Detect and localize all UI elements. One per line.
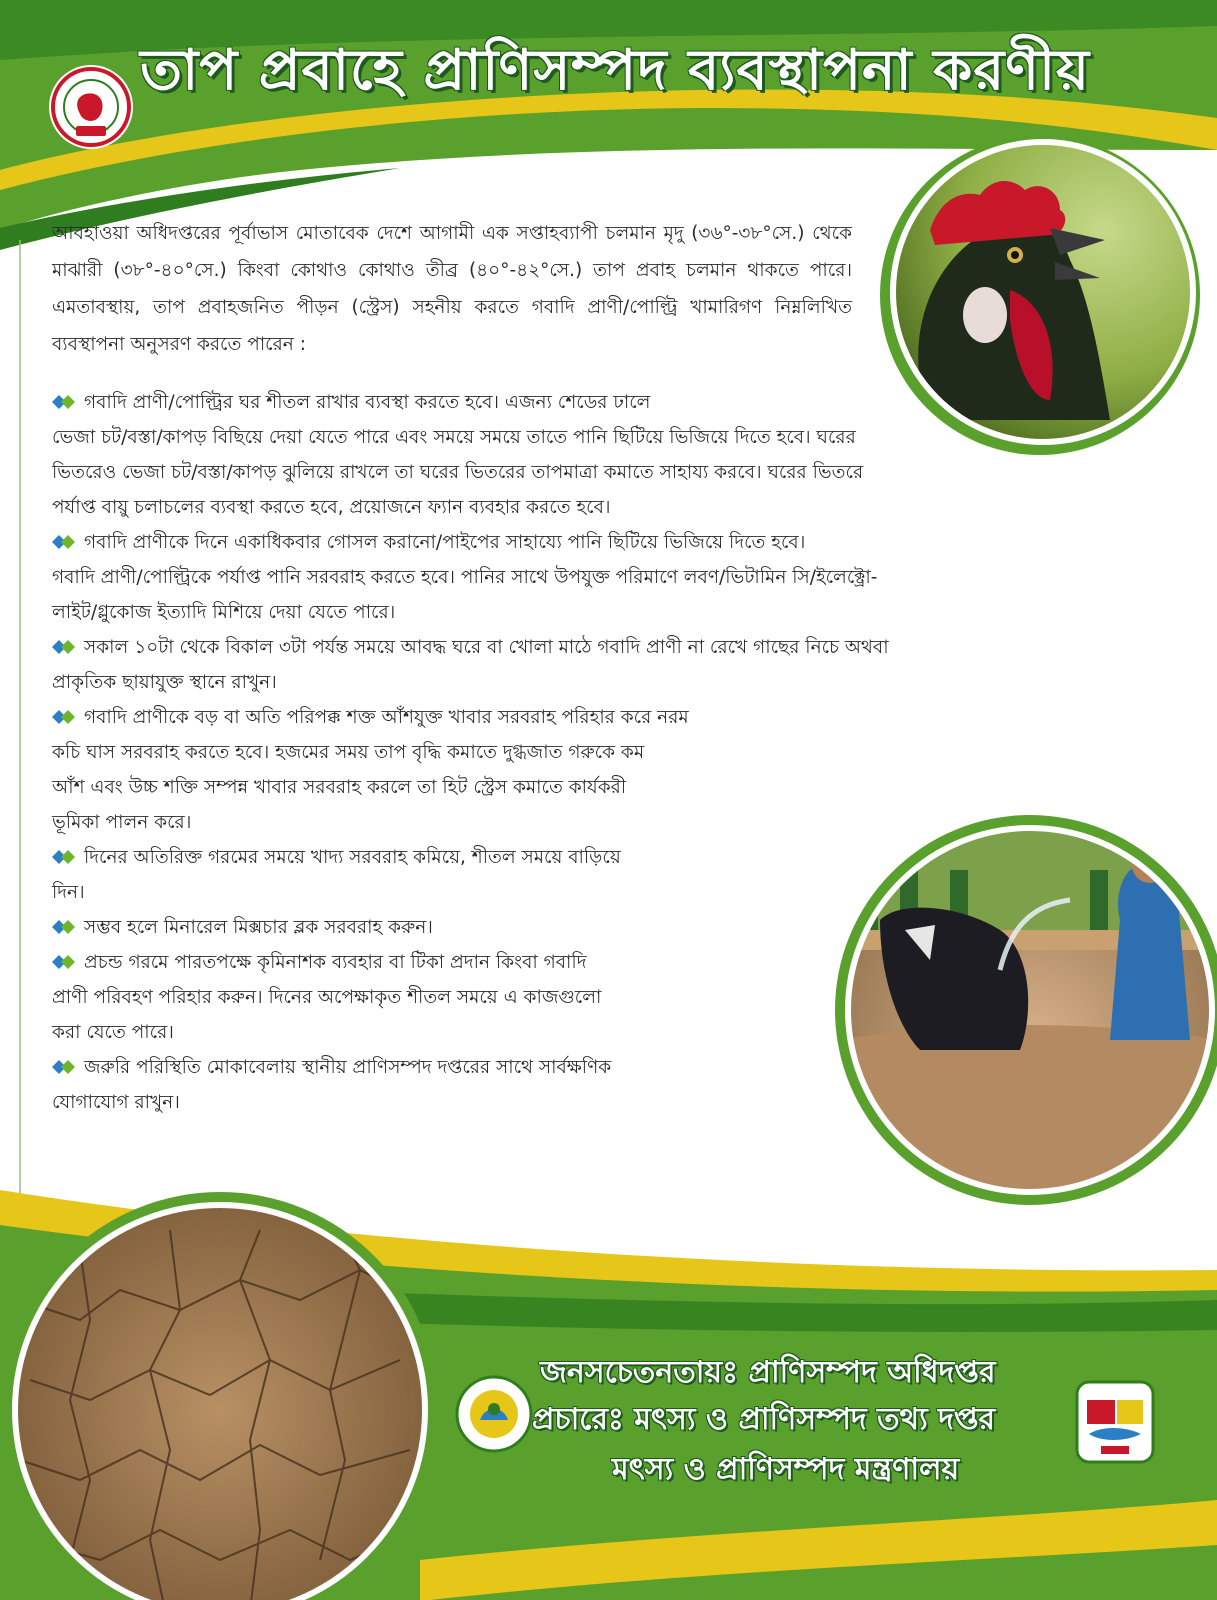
list-item-text: গবাদি প্রাণীকে বড় বা অতি পরিপক্ক শক্ত আঁশযুক্ত খাবার সরবরাহ পরিহার করে নরম: [84, 707, 689, 728]
intro-paragraph: আবহাওয়া অধিদপ্তরের পূর্বাভাস মোতাবেক দেশে আগামী এক সপ্তাহব্যাপী চলমান মৃদু (৩৬°-৩৮°সে.) থেকে মাঝারী (৩৮°-৪০°সে.) কিংবা কোথাও কোথাও তীব্র (৪০°-৪২°সে.) তাপ প্রবাহ চলমান থাকতে পারে। এমতাবস্থায়, তাপ প্রবাহজনিত পীড়ন (স্ট্রেস) সহনীয় করতে গবাদি প্রাণী/পোল্ট্রি খামারিগণ নিম্নলিখিত ব্যবস্থাপনা অনুসরণ করতে পারেন :: [52, 223, 852, 355]
list-item-text: করা যেতে পারে।: [52, 1022, 174, 1043]
list-item-line: [52, 595, 889, 630]
list-item-text: গবাদি প্রাণী/পোল্ট্রিকে পর্যাপ্ত পানি সরবরাহ করতে হবে। পানির সাথে উপযুক্ত পরিমাণে লবণ/ভিটামিন সি/ইলেক্ট্রো-: [52, 567, 878, 588]
list-item-line: [52, 805, 889, 840]
list-item-line: [52, 735, 889, 770]
page-title: তাপ প্রবাহে প্রাণিসম্পদ ব্যবস্থাপনা করণীয়: [140, 38, 1091, 103]
list-item-text: পর্যাপ্ত বায়ু চলাচলের ব্যবস্থা করতে হবে, প্রয়োজনে ফ্যান ব্যবহার করতে হবে।: [52, 497, 611, 518]
list-item-text: কচি ঘাস সরবরাহ করতে হবে। হজমের সময় তাপ বৃদ্ধি কমাতে দুগ্ধজাত গরুকে কম: [52, 742, 645, 763]
list-item-line: [52, 560, 889, 595]
list-item-text: প্রাকৃতিক ছায়াযুক্ত স্থানে রাখুন।: [52, 672, 277, 693]
list-item-line: [52, 1015, 889, 1050]
diamond-bullet-icon: [52, 395, 76, 409]
list-item-text: জরুরি পরিস্থিতি মোকাবেলায় স্থানীয় প্রাণিসম্পদ দপ্তরের সাথে সার্বক্ষণিক: [84, 1057, 612, 1078]
list-item-line: [52, 665, 889, 700]
diamond-bullet-icon: [52, 640, 76, 654]
list-item-text: লাইট/গ্লুকোজ ইত্যাদি মিশিয়ে দেয়া যেতে পারে।: [52, 602, 396, 623]
diamond-bullet-icon: [52, 920, 76, 934]
list-item-text: গবাদি প্রাণীকে দিনে একাধিকবার গোসল করানো/পাইপের সাহায্যে পানি ছিটিয়ে ভিজিয়ে দিতে হবে।: [84, 532, 806, 553]
list-item-line: [52, 490, 889, 525]
list-item: [52, 945, 889, 1050]
footer-publicity-line: প্রচারেঃ মৎস্য ও প্রাণিসম্পদ তথ্য দপ্তর: [532, 1402, 996, 1437]
list-item: [52, 700, 889, 840]
list-item: [52, 910, 889, 945]
list-item: [52, 630, 889, 700]
list-item: [52, 1050, 889, 1120]
list-item-line: [52, 385, 889, 420]
list-item-text: যোগাযোগ রাখুন।: [52, 1092, 180, 1113]
list-item-line: [52, 525, 889, 560]
list-item-line: [52, 945, 889, 980]
footer-ministry-line: মৎস্য ও প্রাণিসম্পদ মন্ত্রণালয়: [612, 1452, 960, 1487]
list-item-text: গবাদি প্রাণী/পোল্ট্রির ঘর শীতল রাখার ব্যবস্থা করতে হবে। এজন্য শেডের ঢালে: [84, 392, 651, 413]
list-item-line: [52, 420, 889, 455]
list-item-text: দিন।: [52, 882, 85, 903]
list-item-line: [52, 910, 889, 945]
list-item-text: ভূমিকা পালন করে।: [52, 812, 192, 833]
footer-awareness-line: জনসচেতনতায়ঃ প্রাণিসম্পদ অধিদপ্তর: [540, 1355, 996, 1390]
list-item-line: [52, 770, 889, 805]
list-item-line: [52, 1085, 889, 1120]
list-item-text: প্রচন্ড গরমে পারতপক্ষে কৃমিনাশক ব্যবহার বা টিকা প্রদান কিংবা গবাদি: [84, 952, 587, 973]
list-item-line: [52, 700, 889, 735]
list-item-text: সকাল ১০টা থেকে বিকাল ৩টা পর্যন্ত সময়ে আবদ্ধ ঘরে বা খোলা মাঠে গবাদি প্রাণী না রেখে গাছের নিচে অথবা: [84, 637, 889, 658]
diamond-bullet-icon: [52, 850, 76, 864]
list-item: [52, 525, 889, 630]
list-item-line: [52, 875, 889, 910]
dls-logo: [455, 1375, 533, 1453]
list-item-text: সম্ভব হলে মিনারেল মিক্সচার ব্লক সরবরাহ করুন।: [84, 917, 433, 938]
points-list: [52, 385, 889, 1120]
diamond-bullet-icon: [52, 710, 76, 724]
diamond-bullet-icon: [52, 1060, 76, 1074]
government-seal-logo: [48, 64, 134, 150]
list-item-text: প্রাণী পরিবহণ পরিহার করুন। দিনের অপেক্ষাকৃত শীতল সময়ে এ কাজগুলো: [52, 987, 602, 1008]
list-item-text: ভিতরেও ভেজা চট/বস্তা/কাপড় ঝুলিয়ে রাখলে তা ঘরের ভিতরের তাপমাত্রা কমাতে সাহায্য করবে। ঘরের ভিতরে: [52, 462, 864, 483]
list-item-line: [52, 455, 889, 490]
list-item-line: [52, 630, 889, 665]
list-item-line: [52, 840, 889, 875]
list-item-text: আঁশ এবং উচ্চ শক্তি সম্পন্ন খাবার সরবরাহ করলে তা হিট স্ট্রেস কমাতে কার্যকরী: [52, 777, 627, 798]
diamond-bullet-icon: [52, 535, 76, 549]
list-item-text: ভেজা চট/বস্তা/কাপড় বিছিয়ে দেয়া যেতে পারে এবং সময়ে সময়ে তাতে পানি ছিটিয়ে ভিজিয়ে দিতে হবে। ঘরের: [52, 427, 856, 448]
diamond-bullet-icon: [52, 955, 76, 969]
list-item: [52, 840, 889, 910]
list-item-line: [52, 1050, 889, 1085]
list-item: [52, 385, 889, 525]
list-item-text: দিনের অতিরিক্ত গরমের সময়ে খাদ্য সরবরাহ কমিয়ে, শীতল সময়ে বাড়িয়ে: [84, 847, 621, 868]
list-item-line: [52, 980, 889, 1015]
flid-logo: [1075, 1380, 1155, 1464]
